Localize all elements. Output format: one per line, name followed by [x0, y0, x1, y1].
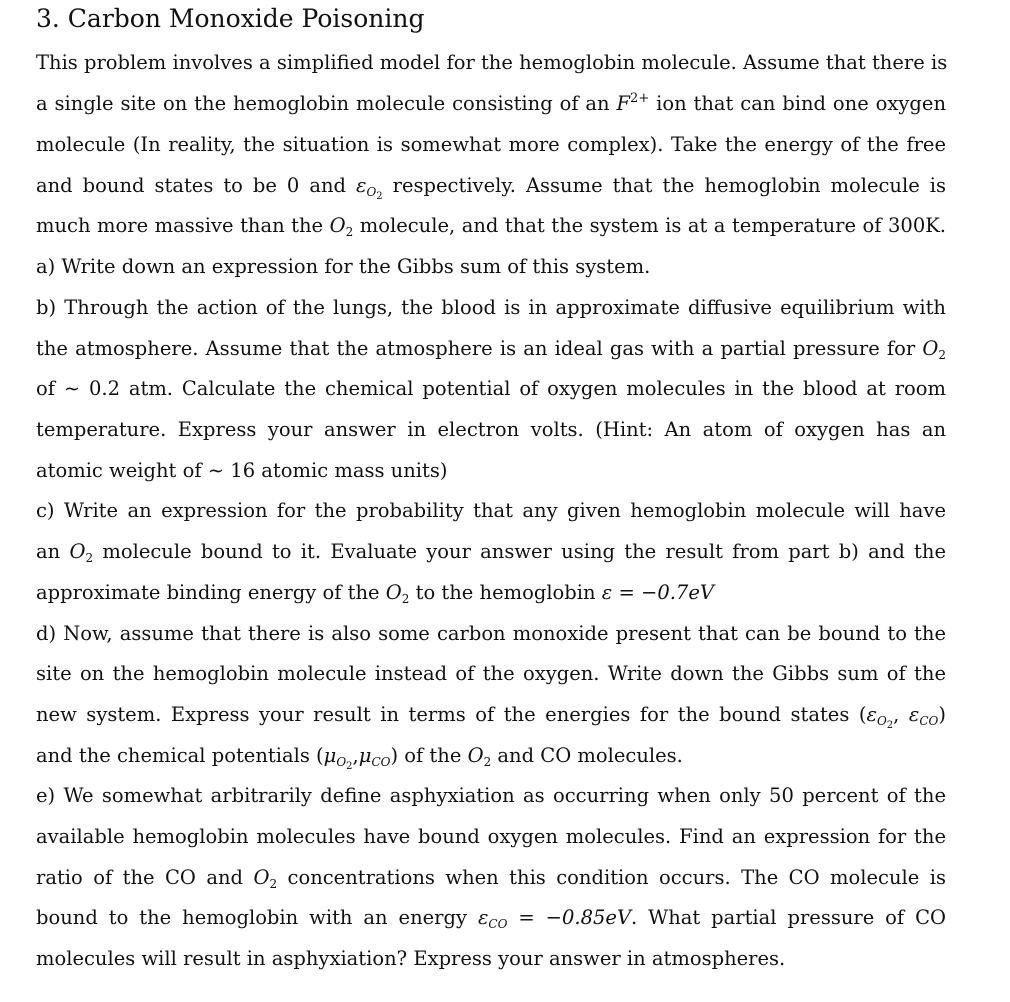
part-e-line-4: bound to the hemoglobin with an energy $\varepsilon_{CO} = -0.85eV$. What partial pressure of CO — [36, 906, 946, 931]
part-c-line-1: c) Write an expression for the probability that any given hemoglobin molecule will have — [36, 499, 946, 522]
intro-line-4: and bound states to be 0 and $\varepsilon_{O_2}$ respectively. Assume that the hemoglobin molecule is — [36, 174, 946, 202]
intro-line-2: a single site on the hemoglobin molecule consisting of an $F^{2+}$ ion that can bind one oxygen — [36, 91, 946, 115]
part-b-line-5: atomic weight of ∼ 16 atomic mass units) — [36, 459, 448, 482]
part-a-line-1: a) Write down an expression for the Gibbs sum of this system. — [36, 255, 651, 278]
part-d-line-2: site on the hemoglobin molecule instead of the oxygen. Write down the Gibbs sum of the — [36, 662, 946, 685]
part-c-line-2: an $O_2$ molecule bound to it. Evaluate your answer using the result from part b) and the — [36, 540, 946, 565]
intro-line-5: much more massive than the $O_2$ molecule, and that the system is at a temperature of 300K. — [36, 214, 946, 239]
part-e-line-3: ratio of the CO and $O_2$ concentrations when this condition occurs. The CO molecule is — [36, 866, 946, 891]
part-b-line-3: of ∼ 0.2 atm. Calculate the chemical potential of oxygen molecules in the blood at room — [36, 377, 946, 400]
part-b-line-4: temperature. Express your answer in electron volts. (Hint: An atom of oxygen has an — [36, 418, 946, 441]
part-b-line-2: the atmosphere. Assume that the atmosphere is an ideal gas with a partial pressure for $O_2$ — [36, 337, 946, 362]
binding-energy-expression: ε = −0.7eV — [601, 581, 714, 604]
part-d-line-4: and the chemical potentials $(\mu_{O_2},\mu_{CO})$ of the $O_2$ and CO molecules. — [36, 744, 683, 772]
part-b-line-1: b) Through the action of the lungs, the blood is in approximate diffusive equilibrium with — [36, 296, 946, 319]
part-e-line-2: available hemoglobin molecules have bound oxygen molecules. Find an expression for the — [36, 825, 946, 848]
part-e-line-5: molecules will result in asphyxiation? Express your answer in atmospheres. — [36, 947, 786, 970]
part-d-line-3: new system. Express your result in terms of the energies for the bound states ($\varepsilon_{O_2}$, $\varepsilon_{CO}$) — [36, 703, 946, 731]
intro-line-3: molecule (In reality, the situation is somewhat more complex). Take the energy of the free — [36, 133, 946, 156]
part-d-line-1: d) Now, assume that there is also some carbon monoxide present that can be bound to the — [36, 622, 946, 645]
part-c-line-3: approximate binding energy of the $O_2$ to the hemoglobin ε = −0.7eV — [36, 581, 714, 606]
co-binding-energy-expression: = −0.85eV — [507, 906, 632, 929]
part-e-line-1: e) We somewhat arbitrarily define asphyxiation as occurring when only 50 percent of the — [36, 784, 946, 807]
intro-line-1: This problem involves a simplified model for the hemoglobin molecule. Assume that there is — [36, 51, 948, 74]
problem-title: 3. Carbon Monoxide Poisoning — [36, 4, 425, 33]
